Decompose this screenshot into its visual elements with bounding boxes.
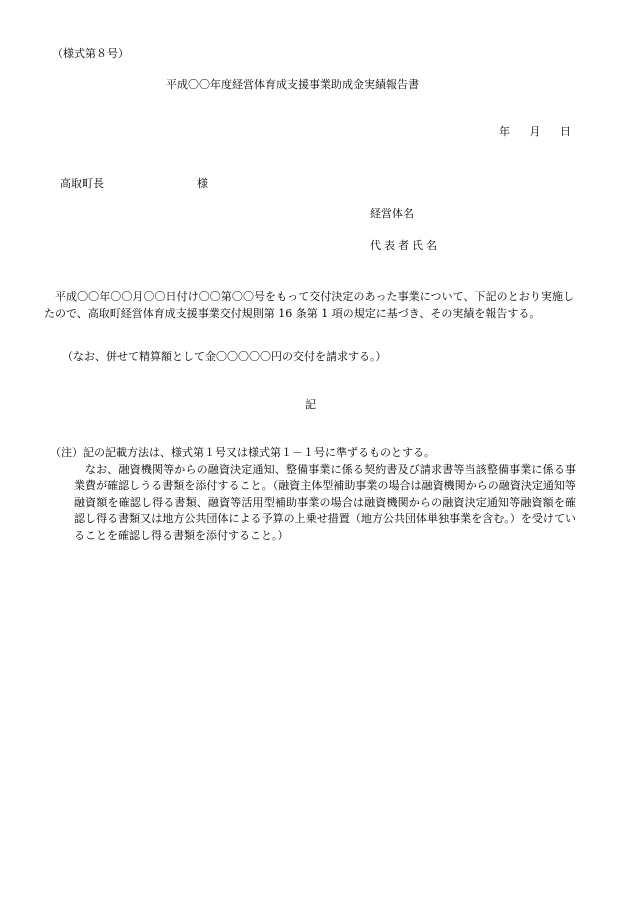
organization-name-label: 経営体名 [370,207,414,220]
representative-name-label: 代表者氏名 [370,239,440,252]
note-first-line-text: 記の記載方法は、様式第１号又は様式第１－１号に準ずるものとする。 [83,446,435,459]
addressee-honorific: 様 [197,177,208,190]
date-month-label: 月 [529,125,541,138]
date-day-label: 日 [560,125,571,138]
note-first-line [50,445,576,462]
document-title: 平成〇〇年度経営体育成支援事業助成金実績報告書 [166,78,419,91]
note-attachment-paragraph: なお、融資機関等からの融資決定通知、整備事業に係る契約書及び請求書等当該整備事業に係る事業費が確認しうる書類を添付すること。（融資主体型補助事業の場合は融資機関からの融資決定通知等融資額を確認し得る書類、融資等活用型補助事業の場合は融資機関からの融資決定通知等融資額を確認し得る書類又は地方公共団体による予算の上乗せ措置（地方公共団体単独事業を含む。）を受けていることを確認し得る書類を添付すること。） [74,462,576,542]
form-number: （様式第８号） [52,47,129,60]
note-label: （注） [50,446,83,459]
note-block [50,445,576,544]
report-body-paragraph: 平成〇〇年〇〇月〇〇日付け〇〇第〇〇号をもって交付決定のあった事業について、下記のとおり実施したので、高取町経営体育成支援事業交付規則第 16 条第 1 項の規定に基づき、その実績を報告する。 [44,290,574,320]
date-line [499,126,571,137]
date-year-label: 年 [499,125,510,138]
payment-request-line: （なお、併せて精算額として金〇〇〇〇〇円の交付を請求する。） [62,350,387,363]
addressee: 高取町長 [60,177,104,190]
ki-heading: 記 [305,398,316,411]
